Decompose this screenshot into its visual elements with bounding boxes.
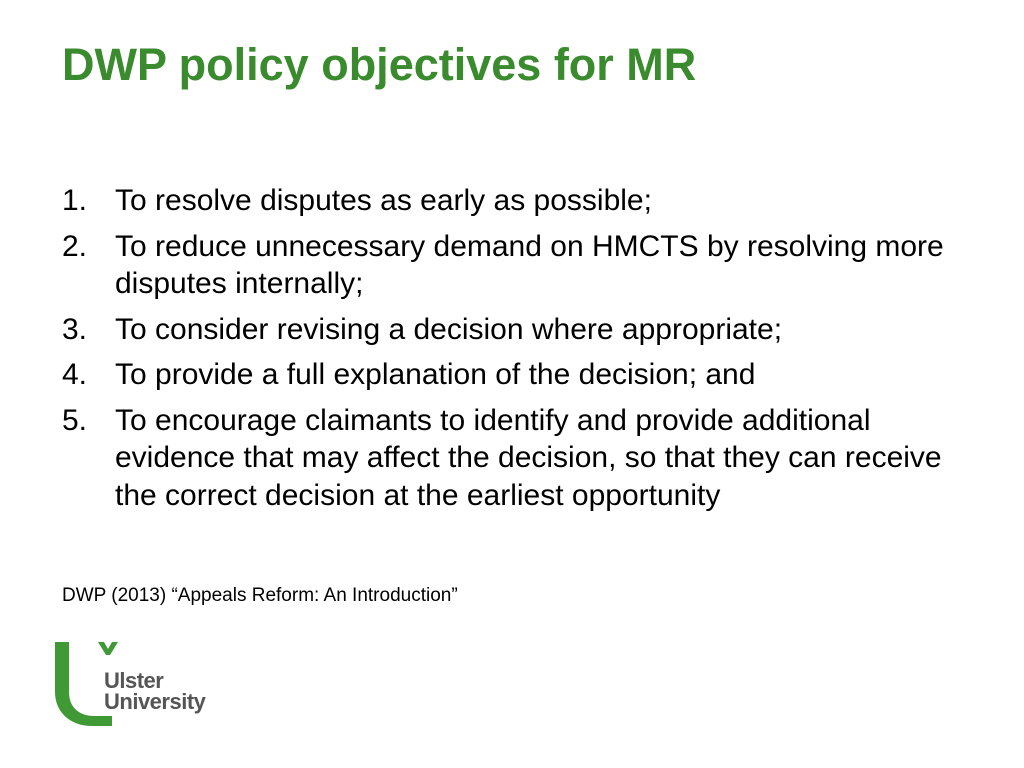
objective-text: To provide a full explanation of the decision; and [115, 358, 756, 391]
citation: DWP (2013) “Appeals Reform: An Introduction” [62, 585, 458, 606]
logo-line-university: University [104, 689, 206, 714]
logo-line-ulster: Ulster [104, 668, 164, 693]
slide-title: DWP policy objectives for MR [62, 39, 697, 90]
objective-text: To consider revising a decision where appropriate; [115, 312, 783, 346]
objective-number: 4. [62, 358, 88, 391]
logo-wordmark [104, 670, 205, 712]
objective-number: 1. [62, 184, 88, 217]
objective-item [62, 182, 982, 220]
objective-number: 2. [62, 229, 88, 263]
objectives-list [62, 182, 982, 522]
objective-text: To resolve disputes as early as possible; [115, 184, 652, 217]
objective-item [62, 402, 982, 515]
objective-text: To reduce unnecessary demand on HMCTS by resolving more disputes internally; [115, 229, 944, 300]
objective-item [62, 311, 982, 349]
objective-number: 3. [62, 312, 88, 346]
objective-item [62, 356, 982, 394]
objective-number: 5. [62, 403, 88, 437]
objective-text: To encourage claimants to identify and provide additional evidence that may affect the decision, so that they can receive the correct decision at the earliest opportunity [115, 403, 942, 512]
ulster-university-logo [52, 640, 222, 726]
objective-item [62, 228, 982, 303]
